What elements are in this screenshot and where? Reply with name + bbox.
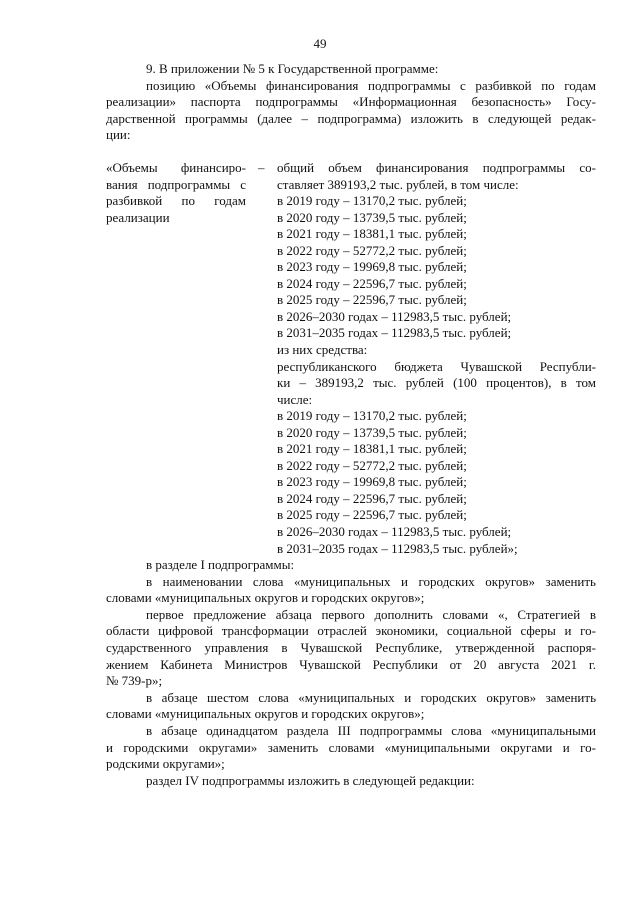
text-line: в 2022 году – 52772,2 тыс. рублей;: [277, 457, 467, 473]
text-line: в 2024 году – 22596,7 тыс. рублей;: [277, 490, 467, 506]
text-line: в 2026–2030 годах – 112983,5 тыс. рублей;: [277, 308, 512, 324]
text-line: 9. В приложении № 5 к Государственной программе:: [146, 61, 439, 76]
text-line: в абзаце одинадцатом раздела III подпрограммы слова «муниципальными: [146, 722, 596, 738]
table-dash: –: [258, 160, 265, 175]
text-line: общий объем финансирования подпрограммы со-: [277, 160, 596, 175]
table-value-cell: [277, 160, 596, 557]
amendments-block: [106, 557, 596, 789]
text-line: «Объемы финансиро-: [106, 160, 246, 175]
text-line: ции:: [106, 127, 131, 143]
intro-paragraph: [106, 78, 596, 144]
paragraph: [106, 574, 596, 607]
text-line: реализации» паспорта подпрограммы «Информационная безопасность» Госу-: [106, 94, 596, 110]
text-line: жением Кабинета Министров Чувашской Республики от 20 августа 2021 г.: [106, 656, 596, 672]
paragraph: [106, 690, 596, 723]
text-line: ки – 389193,2 тыс. рублей (100 процентов), в том: [277, 375, 596, 391]
text-line: в 2020 году – 13739,5 тыс. рублей;: [277, 424, 467, 440]
text-line: в 2019 году – 13170,2 тыс. рублей;: [277, 193, 467, 209]
text-line: в 2023 году – 19969,8 тыс. рублей;: [277, 474, 467, 490]
text-line: в абзаце шестом слова «муниципальных и городских округов» заменить: [146, 689, 596, 705]
text-line: в 2025 году – 22596,7 тыс. рублей;: [277, 507, 467, 523]
text-line: разбивкой по годам: [106, 193, 246, 209]
page-number: 49: [313, 36, 327, 51]
paragraph: [106, 723, 596, 773]
text-line: в 2031–2035 годах – 112983,5 тыс. рублей;: [277, 325, 512, 341]
text-line: в 2024 году – 22596,7 тыс. рублей;: [277, 275, 467, 291]
paragraph: [106, 607, 596, 690]
text-line: в 2021 году – 18381,1 тыс. рублей;: [277, 441, 467, 457]
text-line: родскими округами»;: [106, 756, 225, 772]
text-line: в разделе I подпрограммы:: [146, 557, 295, 572]
text-line: числе:: [277, 391, 313, 407]
text-line: № 739-р»;: [106, 673, 163, 689]
text-line: реализации: [106, 209, 170, 225]
table-label-cell: [106, 160, 246, 226]
intro-block: [106, 61, 596, 144]
text-line: в 2020 году – 13739,5 тыс. рублей;: [277, 209, 467, 225]
text-line: в 2023 году – 19969,8 тыс. рублей;: [277, 259, 467, 275]
text-line: в 2025 году – 22596,7 тыс. рублей;: [277, 292, 467, 308]
text-line: ставляет 389193,2 тыс. рублей, в том числе:: [277, 176, 519, 192]
text-line: области цифровой трансформации отраслей экономики, социальной сферы и го-: [106, 623, 596, 639]
text-line: позицию «Объемы финансирования подпрограммы с разбивкой по годам: [146, 77, 596, 93]
paragraph: [106, 773, 596, 790]
text-line: в 2031–2035 годах – 112983,5 тыс. рублей»;: [277, 540, 518, 556]
text-line: вания подпрограммы с: [106, 176, 246, 192]
text-line: республиканского бюджета Чувашской Республи-: [277, 358, 596, 374]
text-line: первое предложение абзаца первого дополнить словами «, Стратегией в: [146, 606, 596, 622]
text-line: в 2022 году – 52772,2 тыс. рублей;: [277, 242, 467, 258]
text-line: из них средства:: [277, 342, 368, 358]
text-line: словами «муниципальных округов и городских округов»;: [106, 590, 425, 606]
text-line: словами «муниципальных округов и городских округов»;: [106, 706, 425, 722]
text-line: и городскими округами» заменить словами «муниципальными округами и го-: [106, 739, 596, 755]
paragraph: [106, 557, 596, 574]
text-line: сударственного управления в Чувашской Республике, утвержденной распоря-: [106, 639, 596, 655]
text-line: в 2019 году – 13170,2 тыс. рублей;: [277, 408, 467, 424]
intro-heading: [106, 61, 596, 78]
text-line: дарственной программы (далее – подпрограмма) изложить в следующей редак-: [106, 110, 596, 126]
text-line: в наименовании слова «муниципальных и городских округов» заменить: [146, 573, 596, 589]
text-line: в 2026–2030 годах – 112983,5 тыс. рублей;: [277, 524, 512, 540]
text-line: раздел IV подпрограммы изложить в следующей редакции:: [146, 772, 475, 788]
text-line: в 2021 году – 18381,1 тыс. рублей;: [277, 226, 467, 242]
